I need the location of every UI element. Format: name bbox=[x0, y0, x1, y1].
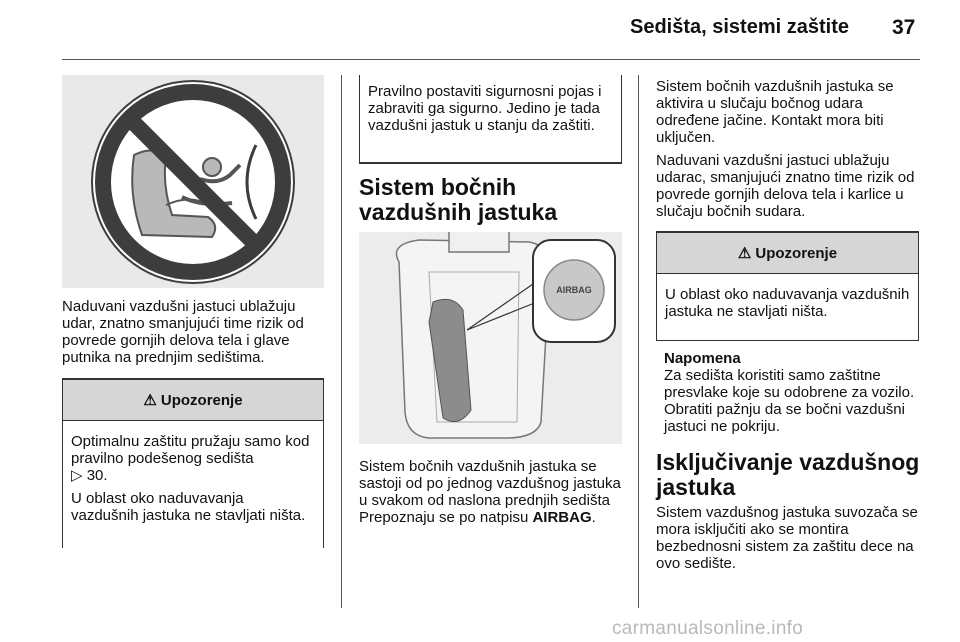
note-title: Napomena bbox=[664, 350, 741, 367]
warning-triangle-icon: ⚠ bbox=[737, 245, 752, 262]
watermark: carmanualsonline.info bbox=[612, 618, 804, 639]
warning-header bbox=[63, 380, 323, 421]
no-child-seat-icon bbox=[62, 75, 324, 288]
warning-header bbox=[657, 233, 918, 274]
warning-text: Pravilno postaviti sigurnosni pojas i zabraviti ga sigurno. Jedino je tada vazdušni jastuk u stanju da zaštiti. bbox=[368, 83, 602, 134]
prohibition-illustration bbox=[62, 75, 324, 288]
continued-warning-box bbox=[359, 75, 622, 164]
column-divider bbox=[638, 75, 639, 608]
intro-paragraph: Naduvani vazdušni jastuci ublažuju udar, znatno smanjujući time rizik od povrede gornjih delova tela i glave putnika na prednjim sedištima. bbox=[62, 298, 304, 366]
airbag-keyword: AIRBAG bbox=[532, 509, 592, 526]
page-reference[interactable]: 30. bbox=[86, 467, 108, 484]
warning-text: U oblast oko naduvavanja vazdušnih jastuka ne stavljati ništa. bbox=[71, 490, 306, 524]
header-rule bbox=[62, 59, 920, 60]
warning-box bbox=[656, 231, 919, 341]
warning-triangle-icon: ⚠ bbox=[143, 392, 157, 409]
warning-title: Upozorenje bbox=[755, 244, 838, 262]
side-airbag-paragraph: Sistem bočnih vazdušnih jastuka se sastoji od po jednog vazdušnog jastuka u svakom od naslona prednjih sedišta Prepoznaju se po natpisu AIRBAG. bbox=[359, 458, 621, 526]
arrow-ref-icon: ▷ bbox=[71, 467, 83, 484]
page-header-title: Sedišta, sistemi zaštite bbox=[630, 16, 849, 38]
warning-text: Optimalnu zaštitu pružaju samo kod pravilno podešenog sedišta ▷ 30. bbox=[71, 433, 310, 484]
note-text: Za sedišta koristiti samo zaštitne presvlake koje su odobrene za vozilo. Obratiti pažnju da se bočni vazdušni jastuci ne pokriju. bbox=[664, 367, 915, 435]
side-airbag-illustration bbox=[359, 232, 622, 444]
airbag-label: AIRBAG bbox=[556, 285, 592, 295]
section-heading: Isključivanje vazdušnog jastuka bbox=[656, 449, 920, 500]
warning-box bbox=[62, 378, 324, 548]
warning-text: U oblast oko naduvavanja vazdušnih jastuka ne stavljati ništa. bbox=[665, 286, 910, 320]
page-number: 37 bbox=[892, 16, 916, 39]
activation-paragraph: Sistem bočnih vazdušnih jastuka se aktivira u slučaju bočnog udara određene jačine. Kontakt mora biti uključen. bbox=[656, 78, 894, 146]
column-divider bbox=[341, 75, 342, 608]
section-heading: Sistem bočnih vazdušnih jastuka bbox=[359, 174, 558, 225]
deactivation-paragraph: Sistem vazdušnog jastuka suvozača se mora isključiti ako se montira bezbednosni sistem za zaštitu dece na ovo sedište. bbox=[656, 504, 918, 572]
warning-title: Upozorenje bbox=[160, 391, 243, 409]
protection-paragraph: Naduvani vazdušni jastuci ublažuju udarac, smanjujući znatno time rizik od povrede gornjih delova tela i karlice u slučaju bočnih sudara. bbox=[656, 152, 915, 220]
